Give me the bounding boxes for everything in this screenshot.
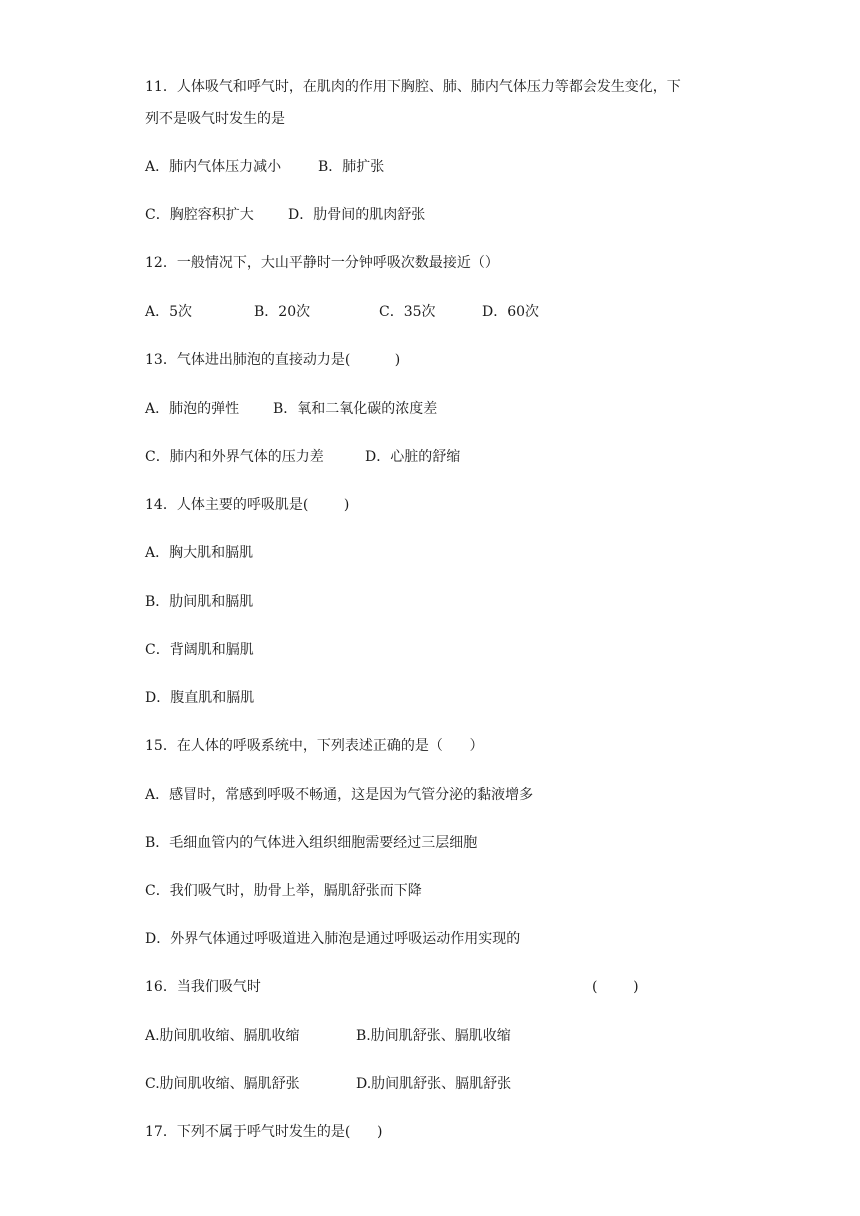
question-15-option-a: A．感冒时，常感到呼吸不畅通，这是因为气管分泌的黏液增多 bbox=[145, 787, 534, 803]
question-15-option-d: D．外界气体通过呼吸道进入肺泡是通过呼吸运动作用实现的 bbox=[145, 931, 521, 947]
question-12-stem: 12．一般情况下，大山平静时一分钟呼吸次数最接近（） bbox=[145, 255, 499, 271]
question-13-option-b: B．氧和二氧化碳的浓度差 bbox=[273, 401, 438, 417]
question-16-option-a: A.肋间肌收缩、膈肌收缩 bbox=[145, 1028, 300, 1044]
question-13-stem: 13．气体进出肺泡的直接动力是( ) bbox=[145, 352, 401, 368]
question-11-stem-line-2: 列不是吸气时发生的是 bbox=[145, 111, 285, 127]
question-12-option-a: A．5次 bbox=[145, 304, 193, 320]
question-11-option-a: A．肺内气体压力减小 bbox=[145, 159, 282, 175]
question-11-option-d: D．肋骨间的肌肉舒张 bbox=[288, 207, 426, 223]
question-13-option-a: A．肺泡的弹性 bbox=[145, 401, 240, 417]
question-15-stem: 15．在人体的呼吸系统中，下列表述正确的是（ ） bbox=[145, 738, 484, 754]
question-14-option-b: B．肋间肌和膈肌 bbox=[145, 594, 254, 610]
question-12-option-d: D．60次 bbox=[482, 304, 540, 320]
question-16-answer-blank: ( ) bbox=[592, 979, 639, 995]
question-16-stem: 16．当我们吸气时 bbox=[145, 979, 261, 995]
question-14-option-d: D．腹直肌和膈肌 bbox=[145, 690, 255, 706]
question-14-option-c: C．背阔肌和膈肌 bbox=[145, 642, 254, 658]
question-16-option-d: D.肋间肌舒张、膈肌舒张 bbox=[356, 1076, 512, 1092]
question-11-option-b: B．肺扩张 bbox=[318, 159, 385, 175]
question-16-option-b: B.肋间肌舒张、膈肌收缩 bbox=[356, 1028, 511, 1044]
question-11-stem-line-1: 11．人体吸气和呼气时，在肌肉的作用下胸腔、肺、肺内气体压力等都会发生变化，下 bbox=[145, 79, 681, 95]
question-15-option-c: C．我们吸气时，肋骨上举，膈肌舒张而下降 bbox=[145, 883, 422, 899]
question-13-option-c: C．肺内和外界气体的压力差 bbox=[145, 449, 324, 465]
question-16-option-c: C.肋间肌收缩、膈肌舒张 bbox=[145, 1076, 300, 1092]
question-11-option-c: C．胸腔容积扩大 bbox=[145, 207, 254, 223]
question-12-option-b: B．20次 bbox=[254, 304, 311, 320]
question-14-option-a: A．胸大肌和膈肌 bbox=[145, 545, 254, 561]
question-15-option-b: B．毛细血管内的气体进入组织细胞需要经过三层细胞 bbox=[145, 835, 478, 851]
question-17-stem: 17．下列不属于呼气时发生的是( ) bbox=[145, 1124, 383, 1140]
question-12-option-c: C．35次 bbox=[379, 304, 436, 320]
question-13-option-d: D．心脏的舒缩 bbox=[365, 449, 461, 465]
question-14-stem: 14．人体主要的呼吸肌是( ) bbox=[145, 497, 350, 513]
